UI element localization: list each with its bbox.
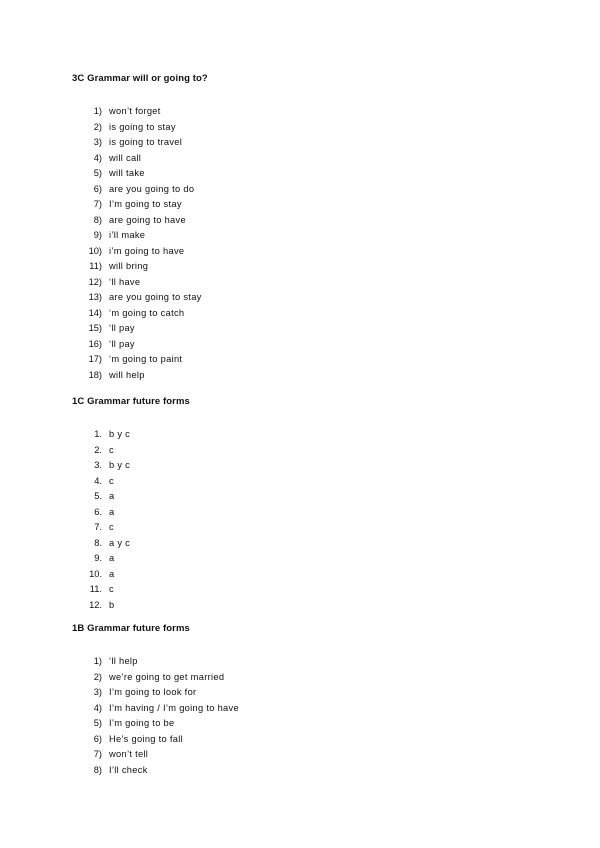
- list-item: [72, 716, 552, 732]
- item-answer: a: [109, 506, 115, 517]
- item-number: 12.: [89, 599, 102, 610]
- list-item: [72, 598, 552, 614]
- list-item: [72, 197, 552, 213]
- item-number: 16): [88, 338, 102, 349]
- item-number: 2): [93, 121, 102, 132]
- list-item: [72, 732, 552, 748]
- item-answer: a: [109, 553, 115, 563]
- item-answer: I’ll check: [109, 764, 148, 775]
- item-number: 5): [93, 168, 102, 178]
- item-answer: c: [109, 584, 114, 594]
- item-answer: will help: [109, 369, 145, 380]
- item-answer: won’t forget: [109, 106, 161, 116]
- section-3c-will-or-going-to: [72, 73, 552, 383]
- section-title: 1B Grammar future forms: [72, 623, 190, 634]
- item-number: 8): [93, 764, 102, 775]
- item-answer: ‘m going to catch: [109, 307, 185, 318]
- section-title: 1C Grammar future forms: [72, 396, 190, 407]
- list-item: [72, 427, 552, 443]
- item-number: 18): [88, 369, 102, 380]
- item-number: 13): [88, 292, 102, 302]
- list-item: [72, 135, 552, 151]
- list-item: [72, 290, 552, 306]
- section-title: 3C Grammar will or going to?: [72, 73, 208, 84]
- item-number: 8): [93, 214, 102, 225]
- item-number: 7): [93, 199, 102, 209]
- list-item: [72, 151, 552, 167]
- list-item: [72, 654, 552, 670]
- item-answer: a y c: [109, 537, 131, 548]
- item-answer: a: [109, 568, 115, 579]
- list-item: [72, 244, 552, 260]
- section-1b-future-forms: [72, 623, 552, 778]
- item-number: 4.: [94, 475, 102, 486]
- item-answer: i’m going to have: [109, 245, 185, 256]
- item-answer: b y c: [109, 460, 131, 470]
- item-number: 10.: [89, 568, 102, 579]
- item-answer: we’re going to get married: [109, 671, 225, 682]
- item-number: 8.: [94, 537, 102, 548]
- item-answer: are going to have: [109, 214, 186, 225]
- item-answer: b: [109, 599, 115, 610]
- item-answer: I’m going to stay: [109, 199, 182, 209]
- item-number: 1): [93, 106, 102, 116]
- item-answer: He’s going to fall: [109, 733, 183, 744]
- item-number: 1.: [94, 429, 102, 439]
- item-answer: ‘ll have: [109, 276, 141, 287]
- item-number: 10): [88, 245, 102, 256]
- item-number: 3): [93, 687, 102, 697]
- list-item: [72, 489, 552, 505]
- item-answer: ‘ll pay: [109, 338, 135, 349]
- section-1c-future-forms: [72, 396, 552, 613]
- list-item: [72, 474, 552, 490]
- list-item: [72, 368, 552, 384]
- answer-list: [72, 427, 552, 613]
- list-item: [72, 551, 552, 567]
- list-item: [72, 182, 552, 198]
- item-answer: I’m having / I’m going to have: [109, 702, 239, 713]
- item-number: 6.: [94, 506, 102, 517]
- item-number: 17): [88, 354, 102, 364]
- item-number: 2.: [94, 444, 102, 455]
- item-answer: ‘m going to paint: [109, 354, 183, 364]
- item-number: 11.: [89, 584, 102, 594]
- list-item: [72, 670, 552, 686]
- list-item: [72, 505, 552, 521]
- list-item: [72, 352, 552, 368]
- list-item: [72, 275, 552, 291]
- list-item: [72, 104, 552, 120]
- list-item: [72, 747, 552, 763]
- item-number: 4): [93, 152, 102, 163]
- item-answer: will bring: [109, 261, 149, 271]
- list-item: [72, 458, 552, 474]
- item-number: 9.: [94, 553, 102, 563]
- list-item: [72, 259, 552, 275]
- item-answer: are you going to do: [109, 183, 195, 194]
- item-number: 4): [93, 702, 102, 713]
- item-number: 3.: [94, 460, 102, 470]
- item-number: 3): [93, 137, 102, 147]
- answer-list: [72, 654, 552, 778]
- item-number: 11): [89, 261, 102, 271]
- item-answer: won’t tell: [109, 749, 149, 759]
- item-number: 5.: [94, 491, 102, 501]
- list-item: [72, 321, 552, 337]
- item-answer: ‘ll help: [109, 656, 138, 666]
- item-answer: will call: [109, 152, 142, 163]
- item-answer: c: [109, 444, 114, 455]
- item-number: 2): [93, 671, 102, 682]
- list-item: [72, 685, 552, 701]
- item-answer: is going to stay: [109, 121, 176, 132]
- list-item: [72, 536, 552, 552]
- item-answer: c: [109, 475, 114, 486]
- item-answer: a: [109, 491, 115, 501]
- item-answer: are you going to stay: [109, 292, 202, 302]
- answer-list: [72, 104, 552, 383]
- item-number: 5): [93, 718, 102, 728]
- item-answer: I’m going to look for: [109, 687, 197, 697]
- item-answer: c: [109, 522, 114, 532]
- list-item: [72, 213, 552, 229]
- item-answer: is going to travel: [109, 137, 183, 147]
- item-number: 14): [88, 307, 102, 318]
- list-item: [72, 228, 552, 244]
- list-item: [72, 120, 552, 136]
- item-number: 1): [93, 656, 102, 666]
- item-number: 6): [93, 183, 102, 194]
- list-item: [72, 520, 552, 536]
- list-item: [72, 306, 552, 322]
- item-number: 12): [88, 276, 102, 287]
- item-answer: I’m going to be: [109, 718, 175, 728]
- item-answer: will take: [109, 168, 145, 178]
- list-item: [72, 763, 552, 779]
- item-number: 7): [93, 749, 102, 759]
- list-item: [72, 443, 552, 459]
- item-answer: b y c: [109, 429, 131, 439]
- item-number: 6): [93, 733, 102, 744]
- item-number: 7.: [94, 522, 102, 532]
- list-item: [72, 701, 552, 717]
- list-item: [72, 582, 552, 598]
- list-item: [72, 337, 552, 353]
- list-item: [72, 567, 552, 583]
- item-number: 15): [88, 323, 102, 333]
- item-number: 9): [93, 230, 102, 240]
- item-answer: i’ll make: [109, 230, 146, 240]
- list-item: [72, 166, 552, 182]
- item-answer: ‘ll pay: [109, 323, 135, 333]
